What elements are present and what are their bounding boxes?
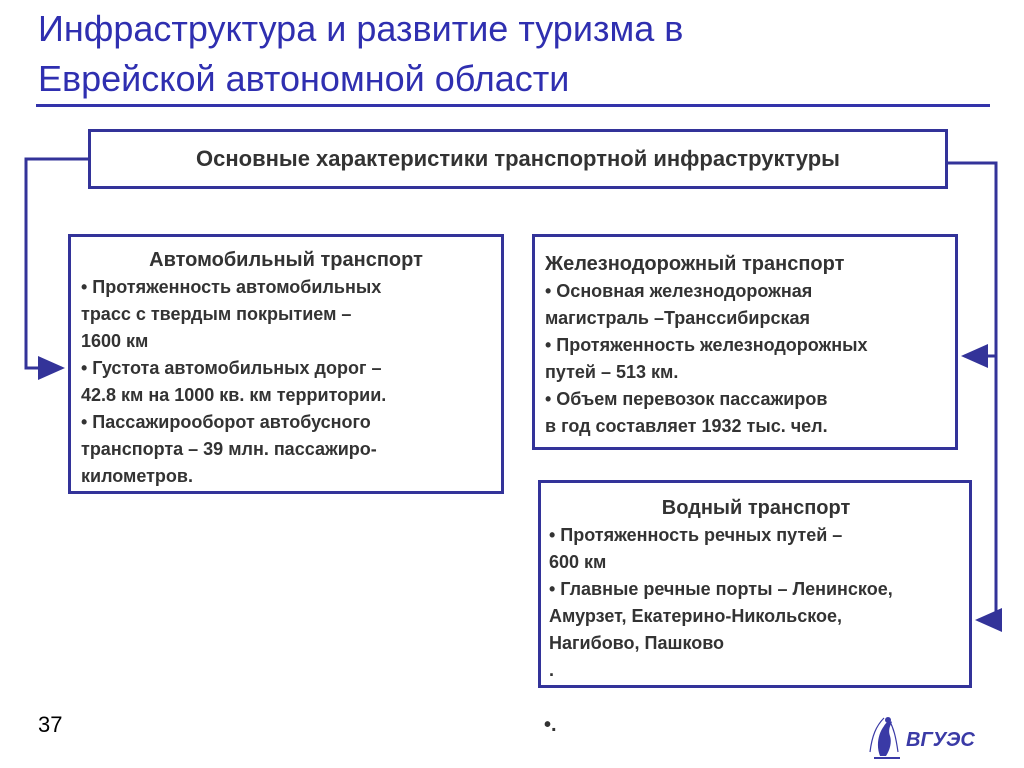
water-line: Амурзет, Екатерино-Никольское, [549,606,843,626]
water-line: • Протяженность речных путей – [549,525,843,545]
logo-figure-icon [870,717,900,758]
auto-line: километров. [81,466,193,486]
water-transport-box [538,480,972,688]
logo-text: ВГУЭС [906,729,975,751]
water-line: • Главные речные порты – Ленинское, [549,579,893,599]
title-line-1: Инфраструктура и развитие туризма в [38,8,684,49]
auto-line: • Пассажирооборот автобусного [81,412,371,432]
trailing-bullet: •. [544,714,557,736]
water-line: . [549,660,555,680]
rail-line: путей – 513 км. [545,362,679,382]
water-line: Нагибово, Пашково [549,633,725,653]
title-line-2: Еврейской автономной области [38,58,570,99]
rail-line: • Основная железнодорожная [545,281,813,301]
auto-line: 42.8 км на 1000 кв. км территории. [81,385,387,405]
rail-line: • Протяженность железнодорожных [545,335,868,355]
rail-line: • Объем перевозок пассажиров [545,389,828,409]
auto-transport-box [68,234,504,494]
auto-line: трасс с твердым покрытием – [81,304,352,324]
water-line: 600 км [549,552,607,572]
page-number: 37 [38,712,63,737]
rail-line: магистраль –Транссибирская [545,308,810,328]
water-title: Водный транспорт [661,497,851,519]
auto-line: • Протяженность автомобильных [81,277,382,297]
auto-line: транспорта – 39 млн. пассажиро- [81,439,377,459]
rail-transport-box [532,234,958,450]
auto-title: Автомобильный транспорт [149,249,423,271]
main-characteristics-box [88,129,948,189]
main-heading: Основные характеристики транспортной инфраструктуры [196,146,840,171]
rail-title: Железнодорожный транспорт [545,253,845,275]
university-logo [866,712,986,762]
rail-line: в год составляет 1932 тыс. чел. [545,416,828,436]
auto-line: 1600 км [81,331,149,351]
auto-line: • Густота автомобильных дорог – [81,358,382,378]
